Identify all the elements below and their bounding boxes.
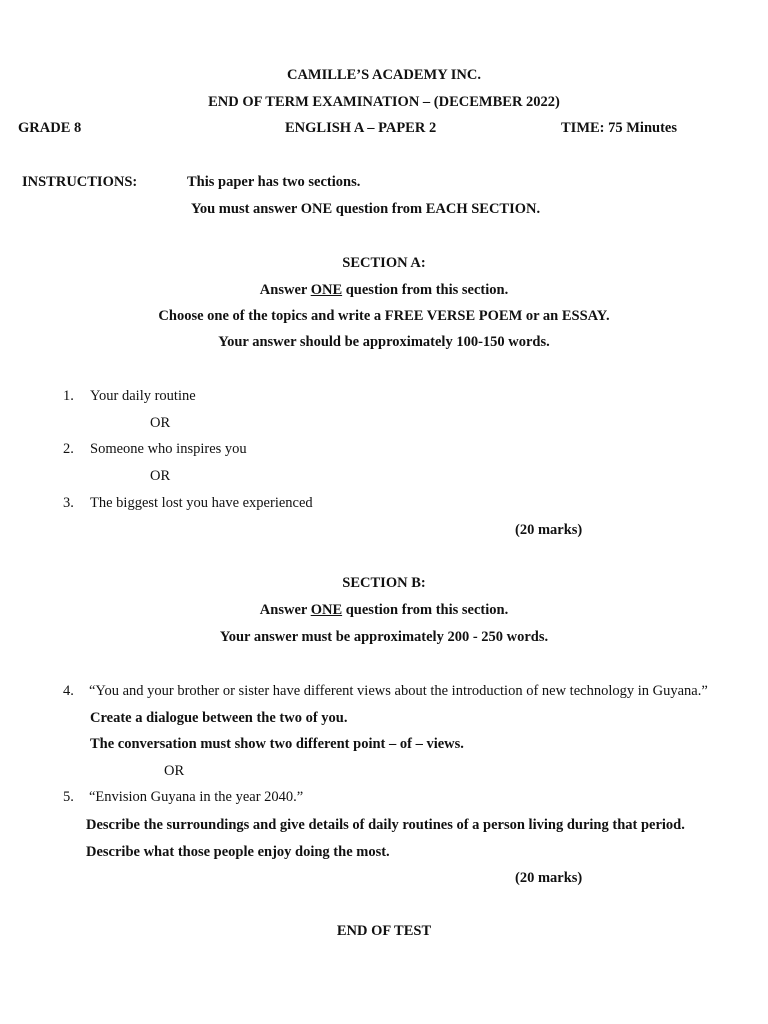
question-3-number: 3.	[63, 495, 74, 511]
section-a-marks: (20 marks)	[515, 522, 583, 538]
instructions-line-2: You must answer ONE question from EACH SECTION.	[191, 201, 541, 217]
question-2-text: Someone who inspires you	[90, 441, 247, 457]
section-b-answer-pre: Answer	[259, 602, 311, 618]
instructions-line-1: This paper has two sections.	[187, 174, 361, 190]
section-a-answer-line	[0, 283, 768, 298]
question-5-prompt: “Envision Guyana in the year 2040.”	[89, 789, 304, 805]
section-b-title: SECTION B:	[342, 575, 426, 591]
question-4-prompt: “You and your brother or sister have different views about the introduction of new technology in Guyana.”	[89, 683, 708, 699]
end-of-test: END OF TEST	[336, 923, 432, 939]
question-4-line-1: Create a dialogue between the two of you.	[90, 710, 348, 726]
question-1-number: 1.	[63, 388, 74, 404]
question-5-line-2: Describe what those people enjoy doing the most.	[86, 844, 390, 860]
grade-label: GRADE 8	[18, 120, 82, 136]
section-b-answer-post: question from this section.	[342, 602, 509, 618]
school-name: CAMILLE’S ACADEMY INC.	[286, 67, 481, 83]
section-b-or: OR	[164, 763, 185, 779]
time-label: TIME: 75 Minutes	[561, 120, 677, 136]
section-b-answer-emph: ONE	[310, 602, 343, 618]
question-4-line-2: The conversation must show two different point – of – views.	[90, 736, 464, 752]
question-4-number: 4.	[63, 683, 74, 699]
question-1-text: Your daily routine	[90, 388, 196, 404]
section-a-choose: Choose one of the topics and write a FREE VERSE POEM or an ESSAY.	[158, 308, 610, 324]
question-2-number: 2.	[63, 441, 74, 457]
question-5-number: 5.	[63, 789, 74, 805]
instructions-label: INSTRUCTIONS:	[22, 174, 138, 190]
section-a-or-1: OR	[150, 415, 171, 431]
section-b-length: Your answer must be approximately 200 - 250 words.	[219, 629, 549, 645]
section-a-or-2: OR	[150, 468, 171, 484]
exam-title: END OF TERM EXAMINATION – (DECEMBER 2022)	[208, 94, 560, 110]
section-b-answer-line	[0, 603, 768, 618]
section-a-answer-pre: Answer	[259, 282, 311, 298]
question-5-line-1: Describe the surroundings and give details of daily routines of a person living during that period.	[86, 817, 685, 833]
section-a-length: Your answer should be approximately 100-150 words.	[218, 334, 550, 350]
subject-label: ENGLISH A – PAPER 2	[285, 120, 437, 136]
section-a-answer-emph: ONE	[310, 282, 343, 298]
section-a-answer-post: question from this section.	[342, 282, 509, 298]
question-3-text: The biggest lost you have experienced	[90, 495, 313, 511]
section-a-title: SECTION A:	[342, 255, 426, 271]
section-b-marks: (20 marks)	[515, 870, 583, 886]
